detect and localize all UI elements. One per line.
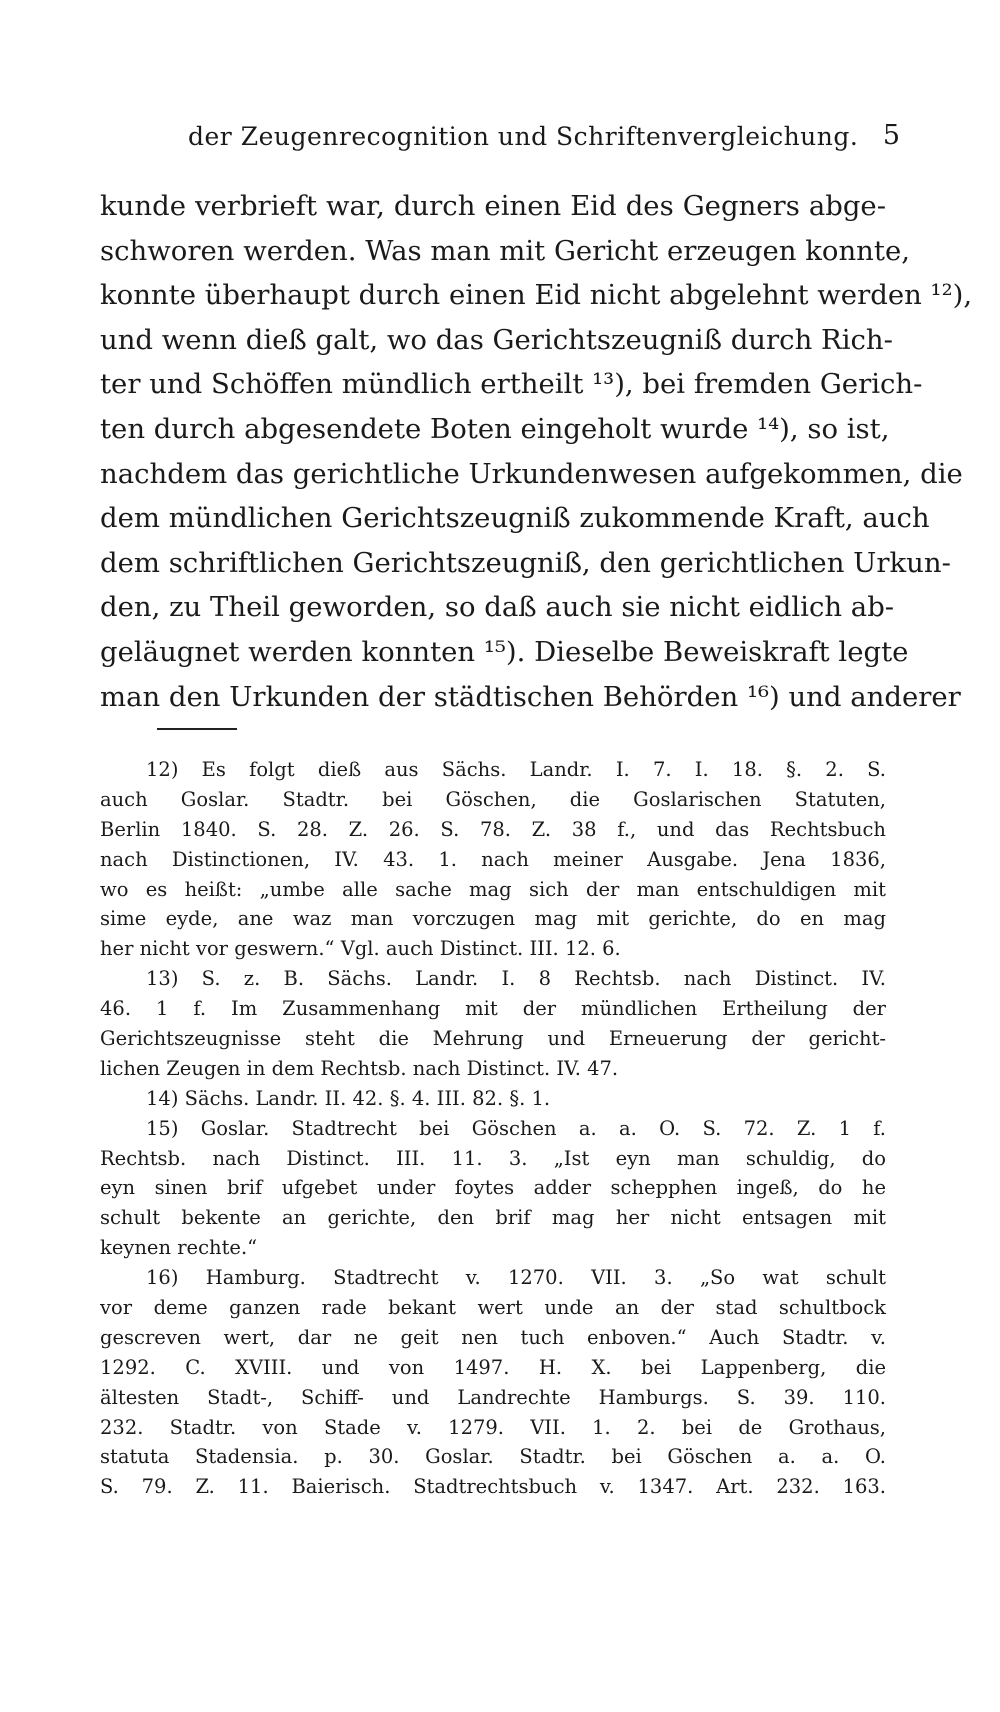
footnote-line: 232. Stadtr. von Stade v. 1279. VII. 1. 2. bei de Grothaus,: [100, 1415, 886, 1439]
body-line: dem mündlichen Gerichtszeugniß zukommende Kraft, auch: [100, 502, 930, 535]
footnote-line: 14) Sächs. Landr. II. 42. §. 4. III. 82. §. 1.: [146, 1086, 551, 1110]
body-line: den, zu Theil geworden, so daß auch sie nicht eidlich ab-: [100, 591, 895, 624]
footnote-line: schult bekente an gerichte, den brif mag her nicht entsagen mit: [100, 1206, 886, 1230]
footnote-line: 1292. C. XVIII. und von 1497. H. X. bei Lappenberg, die: [100, 1355, 886, 1379]
footnote-15: [100, 1114, 886, 1263]
footnote-line: auch Goslar. Stadtr. bei Göschen, die Goslarischen Statuten,: [100, 787, 886, 811]
footnote-line: Rechtsb. nach Distinct. III. 11. 3. „Ist eyn man schuldig, do: [100, 1146, 886, 1170]
footnote-line: Berlin 1840. S. 28. Z. 26. S. 78. Z. 38 f., und das Rechtsbuch: [100, 817, 886, 841]
footnote-line: eyn sinen brif ufgebet under foytes adder schepphen ingeß, do he: [100, 1176, 886, 1200]
body-line: und wenn dieß galt, wo das Gerichtszeugniß durch Rich-: [100, 323, 893, 356]
footnote-line: wo es heißt: „umbe alle sache mag sich der man entschuldigen mit: [100, 877, 886, 901]
body-line: ten durch abgesendete Boten eingeholt wurde ¹⁴), so ist,: [100, 412, 890, 445]
footnote-12: [100, 755, 886, 964]
footnote-line: statuta Stadensia. p. 30. Goslar. Stadtr. bei Göschen a. a. O.: [100, 1445, 886, 1469]
footnote-line: 12) Es folgt dieß aus Sächs. Landr. I. 7. I. 18. §. 2. S.: [146, 758, 886, 781]
footnote-line: nach Distinctionen, IV. 43. 1. nach meiner Ausgabe. Jena 1836,: [100, 847, 886, 871]
footnote-separator: [157, 728, 237, 730]
footnote-line: sime eyde, ane waz man vorczugen mag mit gerichte, do en mag: [100, 907, 886, 931]
running-title: der Zeugenrecognition und Schriftenvergleichung.: [188, 122, 859, 151]
footnote-line: S. 79. Z. 11. Baierisch. Stadtrechtsbuch v. 1347. Art. 232. 163.: [100, 1475, 886, 1499]
footnotes: [100, 755, 886, 1502]
footnote-line: keynen rechte.“: [100, 1236, 258, 1260]
footnote-14: [100, 1084, 886, 1114]
body-line: dem schriftlichen Gerichtszeugniß, den gerichtlichen Urkun-: [100, 546, 951, 579]
body-line: man den Urkunden der städtischen Behörden ¹⁶) und anderer: [100, 680, 961, 713]
footnote-line: 16) Hamburg. Stadtrecht v. 1270. VII. 3. „So wat schult: [146, 1266, 886, 1290]
body-line: nachdem das gerichtliche Urkundenwesen aufgekommen, die: [100, 457, 963, 490]
footnote-13: [100, 964, 886, 1084]
body-line: kunde verbrieft war, durch einen Eid des Gegners abge-: [100, 190, 886, 222]
footnote-line: Gerichtszeugnisse steht die Mehrung und Erneuerung der gericht-: [100, 1027, 886, 1051]
footnote-line: gescreven wert, dar ne geit nen tuch enboven.“ Auch Stadtr. v.: [100, 1325, 886, 1349]
footnote-line: vor deme ganzen rade bekant wert unde an der stad schultbock: [100, 1296, 886, 1320]
footnote-line: 15) Goslar. Stadtrecht bei Göschen a. a. O. S. 72. Z. 1 f.: [146, 1116, 886, 1140]
body-line: konnte überhaupt durch einen Eid nicht abgelehnt werden ¹²),: [100, 279, 973, 312]
footnote-line: ältesten Stadt-, Schiff- und Landrechte Hamburgs. S. 39. 110.: [100, 1385, 886, 1409]
footnote-line: 13) S. z. B. Sächs. Landr. I. 8 Rechtsb. nach Distinct. IV.: [146, 967, 886, 991]
body-line: schworen werden. Was man mit Gericht erzeugen konnte,: [100, 234, 910, 267]
footnote-line: 46. 1 f. Im Zusammenhang mit der mündlichen Ertheilung der: [100, 997, 886, 1021]
footnote-line: her nicht vor geswern.“ Vgl. auch Distinct. III. 12. 6.: [100, 937, 621, 961]
page-number: 5: [882, 120, 900, 151]
body-line: geläugnet werden konnten ¹⁵). Dieselbe Beweiskraft legte: [100, 635, 909, 668]
body-line: ter und Schöffen mündlich ertheilt ¹³), bei fremden Gerich-: [100, 368, 923, 401]
footnote-line: lichen Zeugen in dem Rechtsb. nach Distinct. IV. 47.: [100, 1056, 619, 1080]
page-header: [160, 118, 900, 158]
main-text: [100, 184, 973, 719]
footnote-16: [100, 1263, 886, 1502]
